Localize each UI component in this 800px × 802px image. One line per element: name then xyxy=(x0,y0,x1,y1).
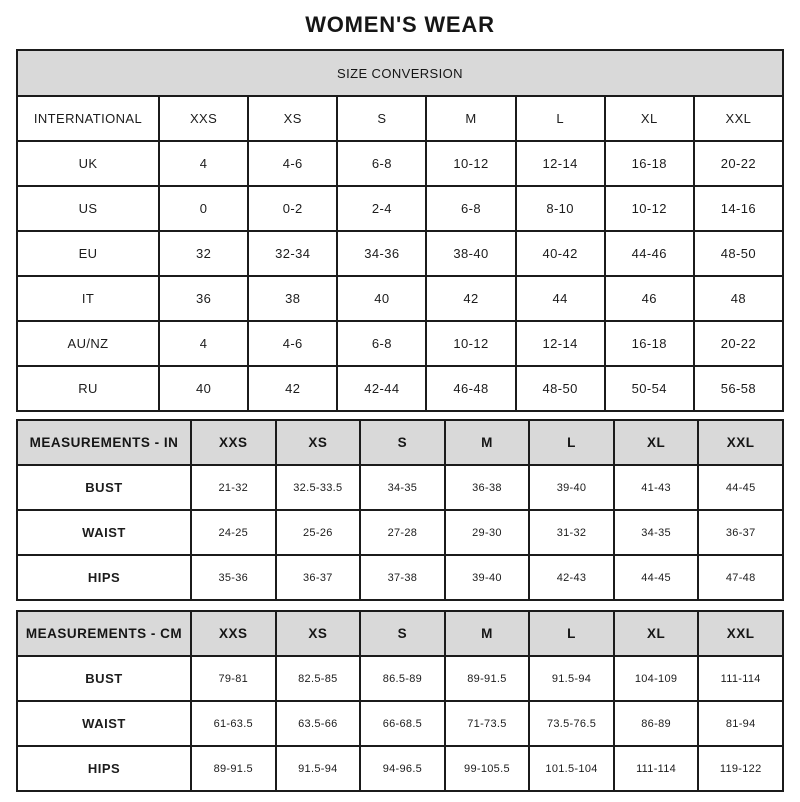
value-cell: 42-43 xyxy=(529,555,614,600)
size-header-cell: XS xyxy=(276,420,361,465)
size-header-cell: L xyxy=(529,611,614,656)
value-cell: 0-2 xyxy=(248,186,337,231)
value-cell: 44-46 xyxy=(605,231,694,276)
size-header-cell: M xyxy=(445,420,530,465)
value-cell: 81-94 xyxy=(698,701,783,746)
row-label-cell: WAIST xyxy=(17,510,191,555)
size-header-cell: XL xyxy=(614,611,699,656)
table-row xyxy=(17,366,783,411)
value-cell: 0 xyxy=(159,186,248,231)
value-cell: 61-63.5 xyxy=(191,701,276,746)
value-cell: 66-68.5 xyxy=(360,701,445,746)
value-cell: 39-40 xyxy=(529,465,614,510)
value-cell: 86.5-89 xyxy=(360,656,445,701)
table-row xyxy=(17,465,783,510)
row-label-cell: RU xyxy=(17,366,159,411)
size-header-cell: L xyxy=(516,96,605,141)
value-cell: 42 xyxy=(426,276,515,321)
size-header-cell: M xyxy=(426,96,515,141)
value-cell: 56-58 xyxy=(694,366,783,411)
value-cell: 111-114 xyxy=(698,656,783,701)
measurements-cm-table xyxy=(16,610,784,792)
table-row xyxy=(17,321,783,366)
size-header-cell: XS xyxy=(248,96,337,141)
value-cell: 73.5-76.5 xyxy=(529,701,614,746)
value-cell: 47-48 xyxy=(698,555,783,600)
value-cell: 46-48 xyxy=(426,366,515,411)
value-cell: 21-32 xyxy=(191,465,276,510)
value-cell: 91.5-94 xyxy=(529,656,614,701)
table-title: SIZE CONVERSION xyxy=(17,50,783,96)
value-cell: 4-6 xyxy=(248,321,337,366)
value-cell: 36-37 xyxy=(276,555,361,600)
row-label-cell: WAIST xyxy=(17,701,191,746)
size-header-cell: XXS xyxy=(191,420,276,465)
value-cell: 42-44 xyxy=(337,366,426,411)
value-cell: 32.5-33.5 xyxy=(276,465,361,510)
row-label-cell: IT xyxy=(17,276,159,321)
row-label-cell: HIPS xyxy=(17,746,191,791)
value-cell: 71-73.5 xyxy=(445,701,530,746)
page-title: WOMEN'S WEAR xyxy=(305,12,495,37)
row-label-cell: HIPS xyxy=(17,555,191,600)
value-cell: 16-18 xyxy=(605,321,694,366)
value-cell: 36-37 xyxy=(698,510,783,555)
value-cell: 44 xyxy=(516,276,605,321)
value-cell: 91.5-94 xyxy=(276,746,361,791)
value-cell: 41-43 xyxy=(614,465,699,510)
value-cell: 42 xyxy=(248,366,337,411)
row-label-cell: UK xyxy=(17,141,159,186)
size-header-cell: XXL xyxy=(698,611,783,656)
value-cell: 12-14 xyxy=(516,321,605,366)
table-row xyxy=(17,141,783,186)
first-column-header: MEASUREMENTS - IN xyxy=(17,420,191,465)
value-cell: 25-26 xyxy=(276,510,361,555)
value-cell: 20-22 xyxy=(694,321,783,366)
value-cell: 24-25 xyxy=(191,510,276,555)
value-cell: 34-35 xyxy=(614,510,699,555)
value-cell: 46 xyxy=(605,276,694,321)
size-header-cell: L xyxy=(529,420,614,465)
row-label-cell: BUST xyxy=(17,465,191,510)
value-cell: 2-4 xyxy=(337,186,426,231)
value-cell: 38-40 xyxy=(426,231,515,276)
value-cell: 10-12 xyxy=(426,321,515,366)
value-cell: 34-36 xyxy=(337,231,426,276)
value-cell: 89-91.5 xyxy=(445,656,530,701)
value-cell: 32-34 xyxy=(248,231,337,276)
value-cell: 29-30 xyxy=(445,510,530,555)
table-gap xyxy=(16,601,784,610)
table-row xyxy=(17,186,783,231)
table-row xyxy=(17,231,783,276)
value-cell: 27-28 xyxy=(360,510,445,555)
value-cell: 89-91.5 xyxy=(191,746,276,791)
table-row xyxy=(17,510,783,555)
size-header-cell: XL xyxy=(614,420,699,465)
table-row xyxy=(17,276,783,321)
size-header-cell: XXL xyxy=(694,96,783,141)
table-row xyxy=(17,555,783,600)
value-cell: 6-8 xyxy=(337,321,426,366)
row-label-cell: BUST xyxy=(17,656,191,701)
row-label-cell: AU/NZ xyxy=(17,321,159,366)
value-cell: 40 xyxy=(337,276,426,321)
value-cell: 86-89 xyxy=(614,701,699,746)
value-cell: 4 xyxy=(159,321,248,366)
measurements-in-table xyxy=(16,419,784,601)
value-cell: 44-45 xyxy=(614,555,699,600)
size-header-cell: S xyxy=(360,611,445,656)
value-cell: 40 xyxy=(159,366,248,411)
size-header-cell: M xyxy=(445,611,530,656)
value-cell: 48-50 xyxy=(516,366,605,411)
size-header-cell: XL xyxy=(605,96,694,141)
size-header-cell: XXL xyxy=(698,420,783,465)
first-column-header: INTERNATIONAL xyxy=(17,96,159,141)
value-cell: 32 xyxy=(159,231,248,276)
value-cell: 12-14 xyxy=(516,141,605,186)
table-header-row xyxy=(17,420,783,465)
first-column-header: MEASUREMENTS - CM xyxy=(17,611,191,656)
value-cell: 104-109 xyxy=(614,656,699,701)
value-cell: 6-8 xyxy=(337,141,426,186)
table-row xyxy=(17,746,783,791)
value-cell: 63.5-66 xyxy=(276,701,361,746)
value-cell: 10-12 xyxy=(605,186,694,231)
value-cell: 6-8 xyxy=(426,186,515,231)
value-cell: 79-81 xyxy=(191,656,276,701)
row-label-cell: EU xyxy=(17,231,159,276)
value-cell: 34-35 xyxy=(360,465,445,510)
value-cell: 8-10 xyxy=(516,186,605,231)
value-cell: 36 xyxy=(159,276,248,321)
size-header-cell: XS xyxy=(276,611,361,656)
value-cell: 20-22 xyxy=(694,141,783,186)
table-row xyxy=(17,701,783,746)
value-cell: 4-6 xyxy=(248,141,337,186)
value-cell: 48-50 xyxy=(694,231,783,276)
value-cell: 39-40 xyxy=(445,555,530,600)
value-cell: 14-16 xyxy=(694,186,783,231)
value-cell: 10-12 xyxy=(426,141,515,186)
value-cell: 40-42 xyxy=(516,231,605,276)
size-conversion-table xyxy=(16,49,784,412)
value-cell: 36-38 xyxy=(445,465,530,510)
size-header-cell: S xyxy=(360,420,445,465)
table-row xyxy=(17,656,783,701)
size-header-cell: XXS xyxy=(191,611,276,656)
value-cell: 31-32 xyxy=(529,510,614,555)
value-cell: 94-96.5 xyxy=(360,746,445,791)
value-cell: 82.5-85 xyxy=(276,656,361,701)
value-cell: 119-122 xyxy=(698,746,783,791)
value-cell: 99-105.5 xyxy=(445,746,530,791)
value-cell: 37-38 xyxy=(360,555,445,600)
value-cell: 35-36 xyxy=(191,555,276,600)
value-cell: 44-45 xyxy=(698,465,783,510)
value-cell: 111-114 xyxy=(614,746,699,791)
value-cell: 4 xyxy=(159,141,248,186)
row-label-cell: US xyxy=(17,186,159,231)
value-cell: 38 xyxy=(248,276,337,321)
value-cell: 101.5-104 xyxy=(529,746,614,791)
size-header-cell: S xyxy=(337,96,426,141)
value-cell: 16-18 xyxy=(605,141,694,186)
size-header-cell: XXS xyxy=(159,96,248,141)
table-gap xyxy=(16,412,784,419)
table-title-row xyxy=(17,50,783,96)
value-cell: 50-54 xyxy=(605,366,694,411)
value-cell: 48 xyxy=(694,276,783,321)
table-header-row xyxy=(17,611,783,656)
table-header-row xyxy=(17,96,783,141)
